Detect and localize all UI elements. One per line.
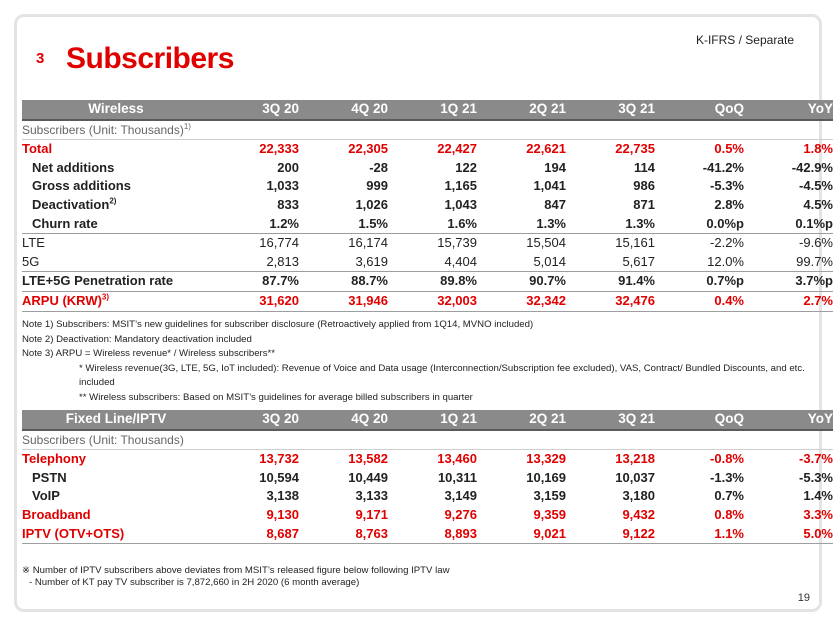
table-cell: 5,014	[533, 253, 566, 269]
row-label	[22, 525, 210, 544]
table-cell: 8,687	[210, 525, 299, 544]
row-footnote-marker: 3)	[101, 292, 110, 302]
table-cell: 9,130	[266, 506, 299, 522]
notes-block	[22, 318, 840, 405]
header-period: 3Q 20	[210, 100, 299, 120]
row-label	[22, 469, 210, 488]
row-label-text: 5G	[22, 253, 40, 269]
table-cell: 22,427	[437, 141, 477, 157]
table-cell: 8,763	[299, 525, 388, 544]
table-cell: -41.2%	[702, 159, 744, 175]
table-cell: 1.2%	[269, 215, 299, 231]
table-row	[22, 506, 833, 525]
row-label	[22, 196, 210, 215]
header-label: Wireless	[22, 100, 210, 120]
table-row	[22, 291, 833, 311]
row-label-text: IPTV (OTV+OTS)	[22, 525, 125, 541]
table-row	[22, 272, 833, 292]
page-title: Subscribers	[66, 42, 234, 75]
row-label	[22, 253, 210, 272]
unit-label	[22, 120, 833, 140]
table-cell: 194	[544, 159, 566, 175]
row-label	[22, 140, 210, 159]
header-period: QoQ	[655, 100, 744, 120]
header-label: Fixed Line/IPTV	[22, 410, 210, 430]
table-row	[22, 215, 833, 234]
table-cell: 13,329	[526, 451, 566, 467]
table-cell: 9,122	[566, 525, 655, 544]
note-2: Note 2) Deactivation: Mandatory deactivation included	[22, 333, 252, 345]
table-cell: -9.6%	[744, 234, 833, 253]
table-cell: 32,003	[388, 291, 477, 311]
table-cell: 200	[277, 159, 299, 175]
row-label	[22, 450, 210, 469]
row-label-text: Deactivation	[32, 196, 110, 212]
table-cell: 22,305	[348, 141, 388, 157]
table-cell: 9,171	[355, 506, 388, 522]
row-label	[22, 215, 210, 234]
row-label	[22, 487, 210, 506]
table-cell: 4.5%	[803, 196, 833, 212]
row-label-text: LTE	[22, 235, 45, 251]
table-cell: 1,033	[266, 178, 299, 194]
table-cell: 13,218	[615, 451, 655, 467]
row-label-text: Broadband	[22, 506, 91, 522]
table-cell: -28	[369, 159, 388, 175]
row-label	[22, 177, 210, 196]
table-cell: 1.4%	[803, 488, 833, 504]
table-cell: 91.4%	[566, 272, 655, 292]
table-cell: 847	[544, 196, 566, 212]
table-cell: 2.8%	[714, 196, 744, 212]
row-label	[22, 506, 210, 525]
table-row	[22, 469, 833, 488]
table-cell: 0.1%p	[795, 215, 833, 231]
table-cell: -42.9%	[791, 159, 833, 175]
table-cell: 9,359	[533, 506, 566, 522]
row-label-text: Gross additions	[32, 178, 131, 194]
table-cell: 3,149	[444, 488, 477, 504]
table-cell: 10,169	[526, 469, 566, 485]
table-cell: -3.7%	[799, 451, 833, 467]
table-cell: 22,735	[615, 141, 655, 157]
table-cell: 3,180	[622, 488, 655, 504]
header-period: 4Q 20	[299, 100, 388, 120]
table-cell: 999	[366, 178, 388, 194]
table-cell: 10,311	[437, 469, 477, 485]
table-row	[22, 159, 833, 178]
row-label	[22, 291, 210, 311]
table-cell: 15,161	[566, 234, 655, 253]
table-cell: 1.8%	[803, 141, 833, 157]
table-cell: 2.7%	[744, 291, 833, 311]
table-cell: 1,041	[533, 178, 566, 194]
table-cell: 31,620	[210, 291, 299, 311]
table-cell: 0.7%	[714, 488, 744, 504]
table-cell: 9,276	[444, 506, 477, 522]
unit-row	[22, 430, 833, 450]
header-period: 3Q 21	[566, 410, 655, 430]
row-label	[22, 234, 210, 253]
table-cell: 87.7%	[210, 272, 299, 292]
footnote-line-2: - Number of KT pay TV subscriber is 7,872,660 in 2H 2020 (6 month average)	[29, 577, 360, 588]
unit-footnote-marker: 1)	[183, 121, 191, 131]
table-cell: 16,774	[210, 234, 299, 253]
header-row	[22, 410, 833, 430]
row-label-text: Churn rate	[32, 215, 98, 231]
table-cell: 12.0%	[707, 253, 744, 269]
table-cell: 15,504	[477, 234, 566, 253]
note-1: Note 1) Subscribers: MSIT’s new guidelines for subscriber disclosure (Retroactively applied from 1Q14, MVNO included)	[22, 319, 534, 330]
row-label	[22, 272, 210, 292]
table-cell: -2.2%	[655, 234, 744, 253]
table-cell: -0.8%	[710, 451, 744, 467]
table-cell: 3,159	[533, 488, 566, 504]
table-cell: 0.8%	[714, 506, 744, 522]
row-label-text: Telephony	[22, 451, 87, 467]
table-cell: 15,739	[388, 234, 477, 253]
table-row	[22, 234, 833, 253]
table-cell: 10,449	[348, 469, 388, 485]
fixed-line-table	[22, 410, 833, 544]
reporting-basis-tag: K-IFRS / Separate	[695, 33, 794, 47]
table-cell: 0.0%p	[706, 215, 744, 231]
row-label-text: PSTN	[32, 469, 67, 485]
table-cell: 3.3%	[803, 506, 833, 522]
row-label-text: Net additions	[32, 159, 115, 175]
table-cell: 1.5%	[358, 215, 388, 231]
header-period: QoQ	[655, 410, 744, 430]
table-cell: 32,476	[566, 291, 655, 311]
table-cell: 871	[633, 196, 655, 212]
header-period: 2Q 21	[477, 100, 566, 120]
table-cell: 90.7%	[477, 272, 566, 292]
table-cell: 31,946	[299, 291, 388, 311]
table-cell: 1.3%	[536, 215, 566, 231]
table-cell: 114	[634, 159, 655, 175]
unit-row	[22, 120, 833, 140]
table-cell: -1.3%	[710, 469, 744, 485]
table-cell: 22,621	[526, 141, 566, 157]
table-cell: 986	[633, 178, 655, 194]
row-label-text: LTE+5G Penetration rate	[22, 273, 174, 289]
table-cell: 1,165	[444, 178, 477, 194]
header-period: 3Q 20	[210, 410, 299, 430]
table-cell: 1,043	[444, 196, 477, 212]
table-cell: 10,037	[615, 469, 655, 485]
table-cell: 32,342	[477, 291, 566, 311]
table-cell: 8,893	[388, 525, 477, 544]
table-cell: 1,026	[355, 196, 388, 212]
header-period: 1Q 21	[388, 100, 477, 120]
table-cell: -5.3%	[799, 469, 833, 485]
table-cell: 3.7%p	[744, 272, 833, 292]
table-row	[22, 487, 833, 506]
row-label-text: ARPU (KRW)	[22, 292, 102, 308]
header-row	[22, 100, 833, 120]
table-cell: 99.7%	[796, 253, 833, 269]
table-cell: 1.1%	[655, 525, 744, 544]
table-cell: 3,133	[355, 488, 388, 504]
table-row	[22, 525, 833, 544]
note-3: Note 3) ARPU = Wireless revenue* / Wireless subscribers**	[22, 348, 275, 359]
unit-text: Subscribers (Unit: Thousands)	[22, 122, 184, 137]
table-cell: 10,594	[259, 469, 299, 485]
table-cell: 0.7%p	[655, 272, 744, 292]
note-3-subscribers: ** Wireless subscribers: Based on MSIT’s guidelines for average billed subscribers in quarter	[79, 391, 473, 403]
table-cell: 1.6%	[447, 215, 477, 231]
table-cell: 22,333	[259, 141, 299, 157]
table-cell: -5.3%	[710, 178, 744, 194]
table-cell: 89.8%	[388, 272, 477, 292]
table-row	[22, 140, 833, 159]
table-cell: -4.5%	[799, 178, 833, 194]
header-period: 4Q 20	[299, 410, 388, 430]
row-label-text: VoIP	[32, 488, 60, 504]
row-label-text: Total	[22, 141, 53, 157]
table-cell: 4,404	[444, 253, 477, 269]
row-label	[22, 159, 210, 178]
unit-label	[22, 430, 833, 450]
footnote-line-1: ※ Number of IPTV subscribers above deviates from MSIT’s released figure below following IPTV law	[22, 565, 450, 576]
header-period: YoY	[744, 100, 833, 120]
footnote	[22, 565, 450, 589]
table-cell: 3,138	[266, 488, 299, 504]
table-cell: 0.5%	[714, 141, 744, 157]
table-cell: 5,617	[622, 253, 655, 269]
table-cell: 3,619	[355, 253, 388, 269]
table-cell: 1.3%	[625, 215, 655, 231]
row-footnote-marker: 2)	[109, 196, 117, 206]
header-period: YoY	[744, 410, 833, 430]
table-row	[22, 177, 833, 196]
table-cell: 122	[455, 159, 477, 175]
table-cell: 88.7%	[299, 272, 388, 292]
table-cell: 5.0%	[744, 525, 833, 544]
table-cell: 13,460	[437, 451, 477, 467]
page-number: 19	[797, 592, 810, 604]
unit-text: Subscribers (Unit: Thousands)	[22, 432, 184, 447]
section-number: 3	[36, 50, 45, 67]
header-period: 3Q 21	[566, 100, 655, 120]
header-period: 2Q 21	[477, 410, 566, 430]
table-cell: 0.4%	[655, 291, 744, 311]
note-3-revenue: * Wireless revenue(3G, LTE, 5G, IoT included): Revenue of Voice and Data usage (Interconnection/Subscription fee excluded), VAS, Contract/ Bundled Discounts, and etc. included	[79, 362, 805, 388]
table-row	[22, 196, 833, 215]
table-row	[22, 450, 833, 469]
table-cell: 13,582	[348, 451, 388, 467]
table-cell: 2,813	[266, 253, 299, 269]
table-cell: 13,732	[259, 451, 299, 467]
wireless-table	[22, 100, 833, 312]
header-period: 1Q 21	[388, 410, 477, 430]
table-row	[22, 253, 833, 272]
table-cell: 833	[277, 196, 299, 212]
table-cell: 9,021	[477, 525, 566, 544]
table-cell: 16,174	[299, 234, 388, 253]
table-cell: 9,432	[622, 506, 655, 522]
